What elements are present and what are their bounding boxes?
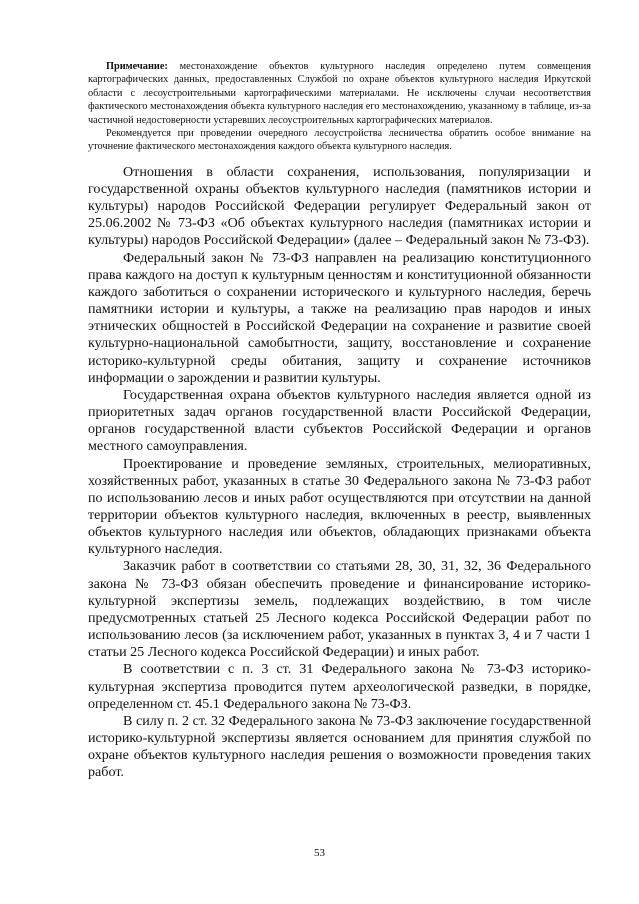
- paragraph-3: Государственная охрана объектов культурного наследия является одной из приоритетных задач органов государственной власти Российской Федерации, органов государственной власти субъектов Российской Федерации и органов местного самоуправления.: [88, 386, 591, 455]
- paragraph-7: В силу п. 2 ст. 32 Федерального закона № 73-ФЗ заключение государственной историко-культурной экспертизы является основанием для принятия службой по охране объектов культурного наследия решения о возможности проведения таких работ.: [88, 712, 591, 781]
- paragraph-2: Федеральный закон № 73-ФЗ направлен на реализацию конституционного права каждого на доступ к культурным ценностям и конституционной обязанности каждого заботиться о сохранении исторического и культурного наследия, беречь памятники истории и культуры, а также на реализацию прав народов и иных этнических общностей в Российской Федерации на сохранение и развитие своей культурно-национальной самобытности, защиту, восстановление и сохранение историко-культурной среды обитания, защиту и сохранение источников информации о зарождении и развитии культуры.: [88, 249, 591, 386]
- note-recommendation: Рекомендуется при проведении очередного лесоустройства лесничества обратить особое внимание на уточнение фактического местонахождения каждого объекта культурного наследия.: [88, 128, 591, 153]
- note-label: Примечание:: [106, 61, 168, 72]
- page-number: 53: [314, 847, 325, 859]
- note-paragraph: [88, 60, 591, 127]
- paragraph-6: В соответствии с п. 3 ст. 31 Федерального закона № 73-ФЗ историко-культурная экспертиза проводится путем археологической разведки, в порядке, определенном ст. 45.1 Федерального закона № 73-ФЗ.: [88, 661, 591, 712]
- paragraph-4: Проектирование и проведение земляных, строительных, мелиоративных, хозяйственных работ, указанных в статье 30 Федерального закона № 73-ФЗ работ по использованию лесов и иных работ осуществляются при отсутствии на данной территории объектов культурного наследия, включенных в реестр, выявленных объектов культурного наследия или объектов, обладающих признаками объекта культурного наследия.: [88, 455, 591, 558]
- note-block: [88, 60, 591, 154]
- paragraph-5: Заказчик работ в соответствии со статьями 28, 30, 31, 32, 36 Федерального закона № 73-ФЗ обязан обеспечить проведение и финансирование историко-культурной экспертизы земель, подлежащих воздействию, в том числе предусмотренных статьей 25 Лесного кодекса Российской Федерации работ по использованию лесов (за исключением работ, указанных в пунктах 3, 4 и 7 части 1 статьи 25 Лесного кодекса Российской Федерации) и иных работ.: [88, 558, 591, 661]
- note-text: местонахождение объектов культурного наследия определено путем совмещения картографических данных, предоставленных Службой по охране объектов культурного наследия Иркутской области с лесоустроительными картографическими материалами. Не исключены случаи несоответствия фактического местонахождения объекта культурного наследия его местонахождению, указанному в таблице, из-за частичной недостоверности устаревших лесоустроительных картографических материалов.: [88, 61, 591, 126]
- document-page: [88, 60, 591, 781]
- body-text: [88, 164, 591, 782]
- paragraph-1: Отношения в области сохранения, использования, популяризации и государственной охраны объектов культурного наследия (памятников истории и культуры) народов Российской Федерации регулирует Федеральный закон от 25.06.2002 № 73-ФЗ «Об объектах культурного наследия (памятниках истории и культуры) народов Российской Федерации» (далее – Федеральный закон № 73-ФЗ).: [88, 163, 591, 249]
